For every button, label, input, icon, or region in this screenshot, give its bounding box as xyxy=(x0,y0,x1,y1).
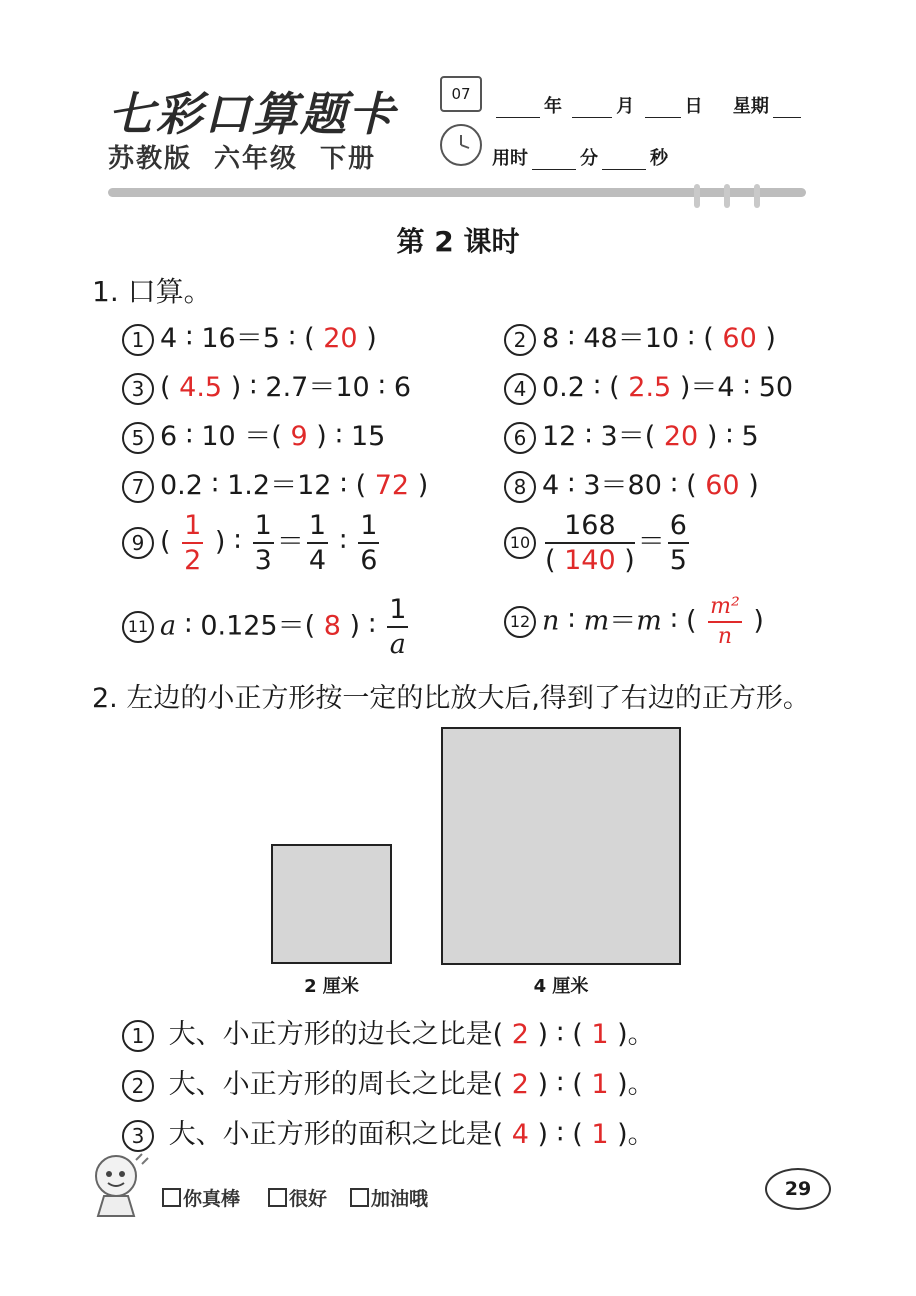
rule-knob xyxy=(694,184,700,208)
q1-item-11: 11 a ∶ 0.125＝( 8 ) ∶ $\frac{1}{a}$ xyxy=(122,596,411,658)
fraction: $\frac{6}{5}$ xyxy=(669,510,687,576)
q1-item-10: 10 $\frac{168}{( 140 )}$ ＝ $\frac{6}{5}$ xyxy=(504,512,692,574)
answer: 2 xyxy=(511,1069,529,1100)
answer: 2 xyxy=(511,1019,529,1050)
answer: 9 xyxy=(290,421,308,452)
checkbox-icon[interactable] xyxy=(162,1188,181,1207)
answer: 1 xyxy=(591,1019,609,1050)
small-square-label: 2 厘米 xyxy=(304,976,359,997)
time-used-fields: 用时 分 秒 xyxy=(492,148,668,169)
seconds-field[interactable] xyxy=(602,151,646,170)
answer-fraction: $\frac{\text{m²}}{n}$ xyxy=(710,594,740,649)
q2-part-3: 3 大、小正方形的面积之比是( 4 ) ∶ ( 1 )。 xyxy=(122,1112,655,1152)
q1-item-6: 6 12 ∶ 3＝( 20 ) ∶ 5 xyxy=(504,414,759,454)
rating-excellent[interactable]: 你真棒 xyxy=(162,1184,240,1211)
q1-item-7: 7 0.2 ∶ 1.2＝12 ∶ ( 72 ) xyxy=(122,463,428,503)
page-number: 29 xyxy=(765,1168,831,1210)
large-square-label: 4 厘米 xyxy=(533,976,589,997)
large-square xyxy=(441,727,681,965)
small-square xyxy=(271,844,392,964)
q1-item-1: 1 4 ∶ 16＝5 ∶ ( 20 ) xyxy=(122,316,377,356)
q2-part-1: 1 大、小正方形的边长之比是( 2 ) ∶ ( 1 )。 xyxy=(122,1012,655,1052)
answer: 60 xyxy=(705,470,740,501)
rule-knob xyxy=(754,184,760,208)
q1-item-5: 5 6 ∶ 10 ＝( 9 ) ∶ 15 xyxy=(122,414,385,454)
weekday-field[interactable] xyxy=(773,99,801,118)
answer: 60 xyxy=(722,323,757,354)
q1-item-9: 9 ( $\frac{1}{2}$ ) ∶ $\frac{1}{3}$ ＝ $\frac{1}{4}$ ∶ $\frac{1}{6}$ xyxy=(122,512,382,574)
calendar-icon: 07 xyxy=(440,76,482,112)
answer: 1 xyxy=(591,1069,609,1100)
rule-knob xyxy=(724,184,730,208)
year-field[interactable] xyxy=(496,99,540,118)
q1-item-2: 2 8 ∶ 48＝10 ∶ ( 60 ) xyxy=(504,316,776,356)
q1-item-12: 12 n ∶ m＝m ∶ ( $\frac{\text{m²}}{n}$ ) xyxy=(504,596,764,648)
checkbox-icon[interactable] xyxy=(268,1188,287,1207)
answer: 20 xyxy=(663,421,699,452)
checkbox-icon[interactable] xyxy=(350,1188,369,1207)
q2-part-2: 2 大、小正方形的周长之比是( 2 ) ∶ ( 1 )。 xyxy=(122,1062,655,1102)
fraction: $\frac{1}{a}$ xyxy=(389,594,407,660)
answer-fraction: $\frac{1}{2}$ xyxy=(184,510,202,576)
date-fields: 年 月 日 星期 xyxy=(492,92,805,118)
question-2-title: 2. 左边的小正方形按一定的比放大后,得到了右边的正方形。 xyxy=(92,683,810,714)
rating-keep-going[interactable]: 加油哦 xyxy=(350,1184,428,1211)
question-1-title: 1. 口算。 xyxy=(92,275,212,308)
day-field[interactable] xyxy=(645,99,681,118)
mascot-icon xyxy=(88,1150,154,1226)
grade: 六年级 xyxy=(214,144,299,174)
month-field[interactable] xyxy=(572,99,612,118)
answer: 1 xyxy=(591,1119,609,1150)
q1-item-8: 8 4 ∶ 3＝80 ∶ ( 60 ) xyxy=(504,463,759,503)
q1-item-4: 4 0.2 ∶ ( 2.5 )＝4 ∶ 50 xyxy=(504,365,793,405)
fraction: $\frac{1}{6}$ xyxy=(360,510,378,576)
answer: 20 xyxy=(323,323,358,354)
answer: 4.5 xyxy=(179,372,223,403)
edition-line xyxy=(108,138,398,175)
lesson-title: 第 2 课时 xyxy=(396,225,520,258)
fraction: $\frac{168}{( 140 )}$ xyxy=(545,510,635,576)
q1-item-3: 3 ( 4.5 ) ∶ 2.7＝10 ∶ 6 xyxy=(122,365,411,405)
answer: 8 xyxy=(323,610,341,642)
fraction: $\frac{1}{3}$ xyxy=(254,510,272,576)
answer: 140 xyxy=(564,545,616,576)
brand-title: 七彩口算题卡 xyxy=(108,87,396,141)
clock-icon xyxy=(440,124,482,166)
rating-good[interactable]: 很好 xyxy=(268,1184,327,1211)
volume: 下册 xyxy=(320,144,377,174)
answer: 72 xyxy=(374,470,410,501)
answer: 2.5 xyxy=(628,372,672,403)
answer: 4 xyxy=(511,1119,529,1150)
header-rule xyxy=(108,188,806,197)
minutes-field[interactable] xyxy=(532,151,576,170)
edition: 苏教版 xyxy=(108,144,193,174)
fraction: $\frac{1}{4}$ xyxy=(308,510,326,576)
